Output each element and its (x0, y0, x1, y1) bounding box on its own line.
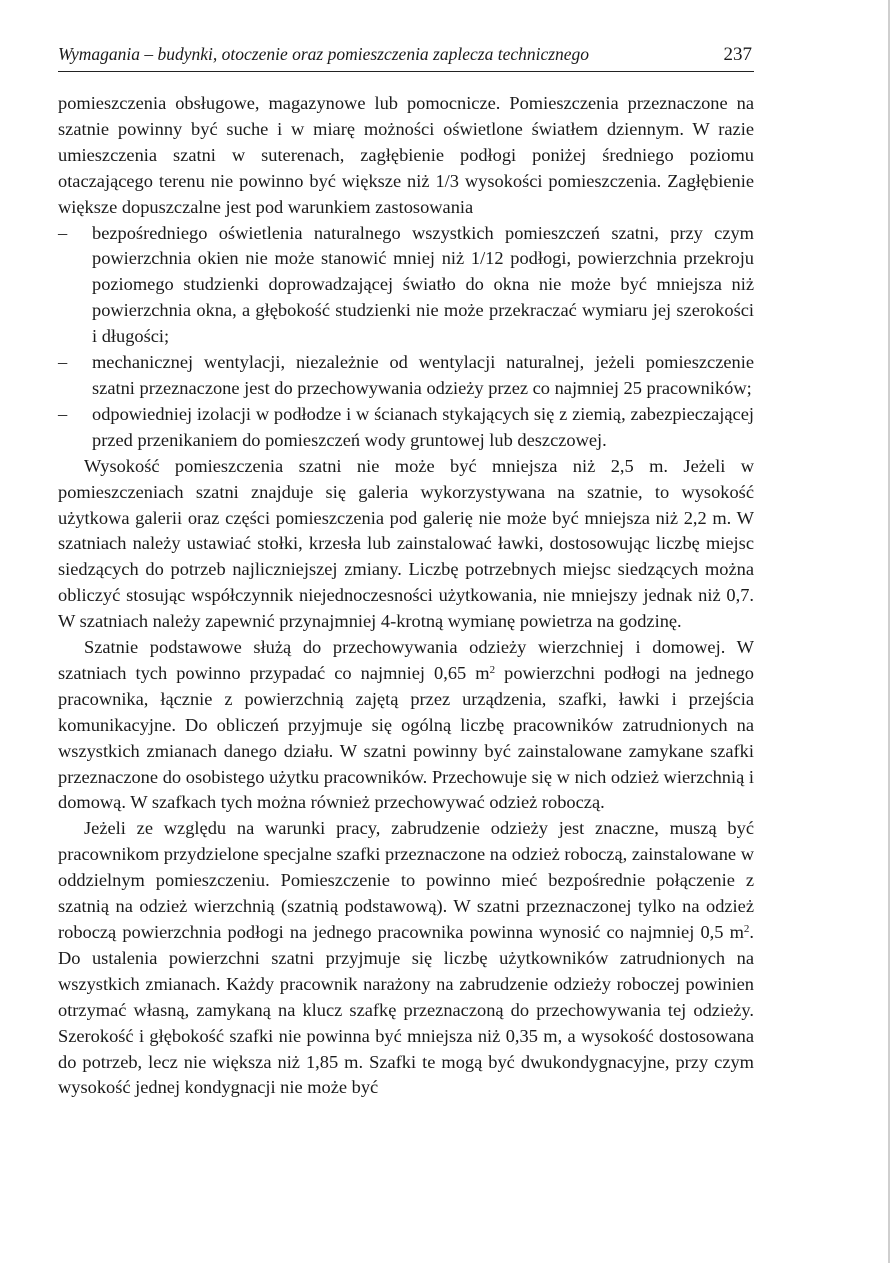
running-header (58, 44, 754, 72)
paragraph-workwear-cloakrooms (58, 816, 754, 1101)
text-run: powierzchni podłogi na jednego pracownika, łącznie z powierzchnią zajętą przez urządzenia, szafki, ławki i przejścia komunikacyjne. Do obliczeń przyjmuje się ogólną liczbę pracowników zatrudnionych na wszystkich zmianach danego działu. W szatni powinny być zainstalowane zamykane szafki przeznaczone do osobistego użytku pracowników. Przechowuje się w nich odzież wierzchnią i domową. W szafkach tych można również przechowywać odzież roboczą. (58, 662, 754, 813)
list-item-text: odpowiedniej izolacji w podłodze i w ścianach stykających się z ziemią, zabezpieczającej przed przenikaniem do pomieszczeń wody gruntowej lub deszczowej. (92, 403, 754, 450)
list-item-text: bezpośredniego oświetlenia naturalnego wszystkich pomieszczeń szatni, przy czym powierzchnia okien nie może stanowić mniej niż 1/12 podłogi, powierzchnia przekroju poziomego studzienki doprowadzającej światło do okna nie może być mniejsza niż powierzchnia okna, a głębokość studzienki nie może przekraczać wymiaru jej szerokości i długości; (92, 222, 754, 347)
text-run: Szatnie podstawowe służą do przechowywania odzieży wierzchniej i domowej. W szatniach tych powinno przypadać co najmniej 0,65 m (58, 637, 754, 683)
list-item (58, 402, 754, 454)
body-text (58, 91, 754, 1101)
superscript: 2 (743, 923, 750, 935)
paragraph-intro: pomieszczenia obsługowe, magazynowe lub pomocnicze. Pomieszczenia przeznaczone na szatnie powinny być suche i w miarę możności oświetlone światłem dziennym. W razie umieszczenia szatni w suterenach, zagłębienie podłogi poniżej średniego poziomu otaczającego terenu nie powinno być większe niż 1/3 wysokości pomieszczenia. Zagłębienie większe dopuszczalne jest pod warunkiem zastosowania (58, 93, 754, 217)
page-number: 237 (723, 44, 752, 65)
list-item (58, 221, 754, 351)
list-dash: – (58, 222, 68, 243)
running-title: Wymagania – budynki, otoczenie oraz pomieszczenia zaplecza technicznego (58, 44, 590, 64)
list-dash: – (58, 352, 68, 373)
superscript: 2 (489, 663, 496, 676)
requirements-list (58, 221, 754, 454)
paragraph-basic-cloakrooms (58, 635, 754, 816)
scan-edge (888, 0, 890, 1263)
book-page (58, 44, 754, 1101)
list-dash: – (58, 403, 68, 424)
paragraph-room-height: Wysokość pomieszczenia szatni nie może być mniejsza niż 2,5 m. Jeżeli w pomieszczeniach szatni znajduje się galeria wykorzystywana na szatnie, to wysokość użytkowa galerii oraz części pomieszczenia pod galerię nie może być mniejsza niż 2,2 m. W szatniach należy ustawiać stołki, krzesła lub zainstalować ławki, dostosowując liczbę miejsc siedzących do potrzeb najliczniejszej zmiany. Liczbę potrzebnych miejsc siedzących można obliczyć stosując współczynnik niejednoczesności użytkowania, nie mniejszy jednak niż 0,7. W szatniach należy zapewnić przynajmniej 4-krotną wymianę powietrza na godzinę. (58, 455, 754, 632)
text-run: Jeżeli ze względu na warunki pracy, zabrudzenie odzieży jest znaczne, muszą być pracownikom przydzielone specjalne szafki przeznaczone na odzież roboczą, zainstalowane w oddzielnym pomieszczeniu. Pomieszczenie to powinno mieć bezpośrednie połączenie z szatnią na odzież wierzchnią (szatnią podstawową). W szatni przeznaczonej tylko na odzież roboczą powierzchnia podłogi na jednego pracownika powinna wynosić co najmniej 0,5 m (58, 818, 754, 942)
text-run: . Do ustalenia powierzchni szatni przyjmuje się liczbę użytkowników zatrudnionych na wszystkich zmianach. Każdy pracownik narażony na zabrudzenie odzieży roboczej powinien otrzymać własną, zamykaną na klucz szafkę przeznaczoną do przechowywania tej odzieży. Szerokość i głębokość szafki nie powinna być mniejsza niż 0,35 m, a wysokość dostosowana do potrzeb, lecz nie większa niż 1,85 m. Szafki te mogą być dwukondygnacyjne, przy czym wysokość jednej kondygnacji nie może być (58, 922, 754, 1098)
list-item (58, 350, 754, 402)
list-item-text: mechanicznej wentylacji, niezależnie od wentylacji naturalnej, jeżeli pomieszczenie szatni przeznaczone jest do przechowywania odzieży przez co najmniej 25 pracowników; (92, 352, 754, 398)
